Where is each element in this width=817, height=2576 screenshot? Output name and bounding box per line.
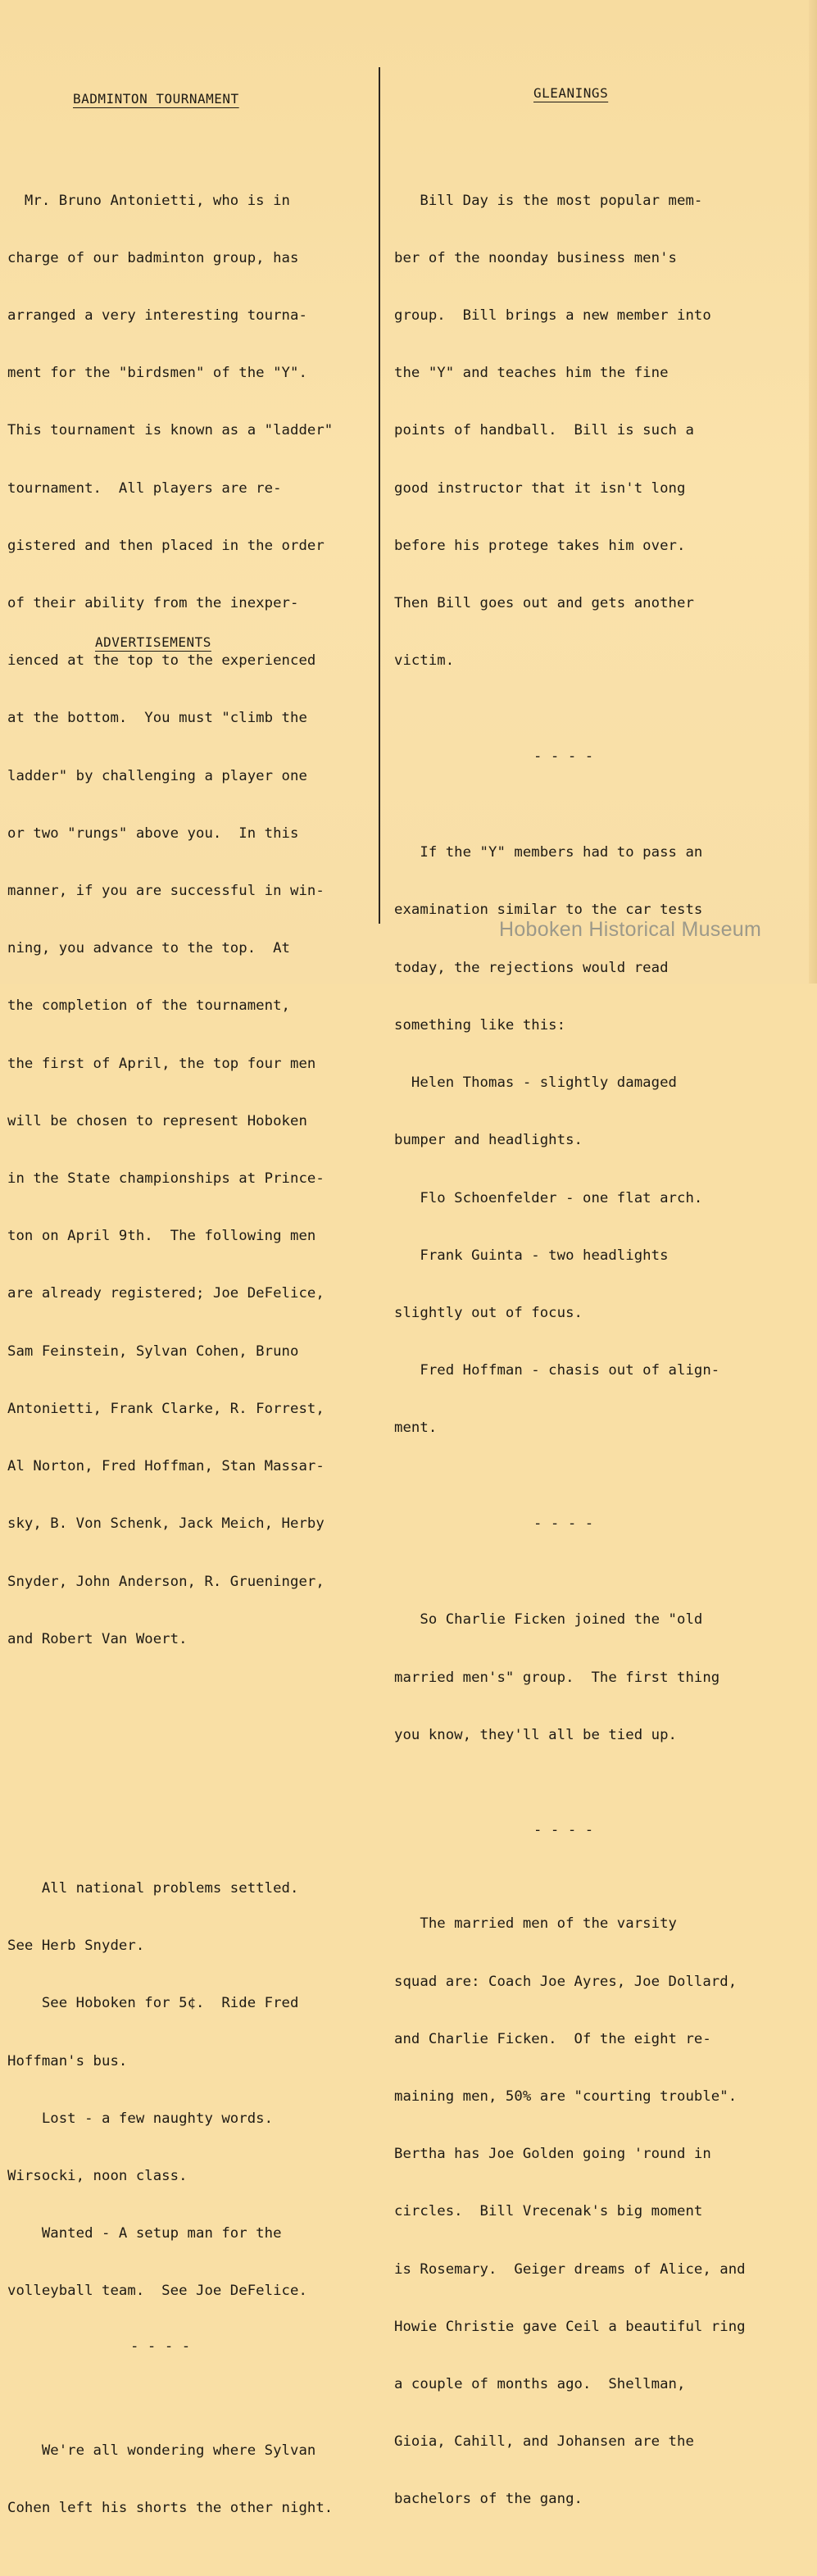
left-column <box>7 115 372 2576</box>
article-line: ber of the noonday business men's <box>394 249 677 266</box>
article-line: ienced at the top to the experienced <box>7 652 316 670</box>
article-line: arranged a very interesting tourna- <box>7 307 307 325</box>
article-line: Bertha has Joe Golden going 'round in <box>394 2146 711 2163</box>
article-line: tournament. All players are re- <box>7 479 282 497</box>
article-line: The married men of the varsity <box>394 1915 677 1933</box>
article-line: today, the rejections would read <box>394 959 669 976</box>
right-column <box>394 115 804 2567</box>
article-line: slightly out of focus. <box>394 1304 583 1321</box>
gleanings-para-2 <box>394 805 804 1476</box>
article-line: good instructor that it isn't long <box>394 479 686 497</box>
museum-watermark: Hoboken Historical Museum <box>499 918 762 941</box>
article-line: ladder" by challenging a player one <box>7 767 307 784</box>
article-line: So Charlie Ficken joined the "old <box>394 1611 703 1629</box>
article-line: Mr. Bruno Antonietti, who is in <box>7 192 290 209</box>
section-separator: - - - - <box>130 2337 191 2355</box>
article-line: ment for the "birdsmen" of the "Y". <box>7 365 307 382</box>
article-line: the "Y" and teaches him the fine <box>394 365 669 382</box>
article-line: and Charlie Ficken. Of the eight re- <box>394 2030 711 2047</box>
article-line: Antonietti, Frank Clarke, R. Forrest, <box>7 1400 325 1417</box>
paper-edge <box>809 0 817 984</box>
article-line: of their ability from the inexper- <box>7 595 299 612</box>
article-line: in the State championships at Prince- <box>7 1170 325 1188</box>
article-line: a couple of months ago. Shellman, <box>394 2376 686 2393</box>
article-line: points of handball. Bill is such a <box>394 422 694 439</box>
ads-article <box>7 1841 372 2556</box>
article-line: the completion of the tournament, <box>7 997 290 1015</box>
closing-line: Cohen left his shorts the other night. <box>7 2500 334 2517</box>
ad-line: Wanted - A setup man for the <box>7 2225 282 2242</box>
column-divider <box>379 67 380 924</box>
gleanings-heading: GLEANINGS <box>533 85 609 101</box>
article-line: circles. Bill Vrecenak's big moment <box>394 2203 703 2220</box>
article-line: ton on April 9th. The following men <box>7 1228 316 1245</box>
article-line: Al Norton, Fred Hoffman, Stan Massar- <box>7 1458 325 1475</box>
article-line: Flo Schoenfelder - one flat arch. <box>394 1189 703 1206</box>
ad-line: Wirsocki, noon class. <box>7 2167 188 2184</box>
article-line: Then Bill goes out and gets another <box>394 595 694 612</box>
article-line: married men's" group. The first thing <box>394 1669 720 1686</box>
article-line: and Robert Van Woert. <box>7 1630 188 1647</box>
article-line: This tournament is known as a "ladder" <box>7 422 334 439</box>
article-line: or two "rungs" above you. In this <box>7 825 299 842</box>
article-line: Howie Christie gave Ceil a beautiful ring <box>394 2318 746 2335</box>
article-line: at the bottom. You must "climb the <box>7 710 307 727</box>
article-line: before his protege takes him over. <box>394 537 686 554</box>
article-line: Bill Day is the most popular mem- <box>394 192 703 209</box>
article-line: Fred Hoffman - chasis out of align- <box>394 1362 720 1379</box>
ad-line: Lost - a few naughty words. <box>7 2110 274 2127</box>
gleanings-para-3 <box>394 1573 804 1783</box>
article-line: Frank Guinta - two headlights <box>394 1247 669 1264</box>
article-line: examination similar to the car tests <box>394 902 703 919</box>
article-line: the first of April, the top four men <box>7 1055 316 1072</box>
article-line: ment. <box>394 1420 438 1437</box>
article-line: is Rosemary. Geiger dreams of Alice, and <box>394 2260 746 2278</box>
article-line: manner, if you are successful in win- <box>7 883 325 900</box>
article-line: victim. <box>394 652 455 670</box>
article-line: Snyder, John Anderson, R. Grueninger, <box>7 1573 325 1590</box>
article-line: you know, they'll all be tied up. <box>394 1726 677 1743</box>
closing-line: We're all wondering where Sylvan <box>7 2442 316 2460</box>
tournament-article <box>7 153 372 1688</box>
ad-line: volleyball team. See Joe DeFelice. <box>7 2283 307 2300</box>
article-line: Gioia, Cahill, and Johansen are the <box>394 2433 694 2451</box>
section-separator: - - - - <box>533 1821 594 1838</box>
badminton-heading: BADMINTON TOURNAMENT <box>73 91 239 107</box>
gleanings-para-1 <box>394 153 804 710</box>
article-line: gistered and then placed in the order <box>7 537 325 554</box>
article-line: group. Bill brings a new member into <box>394 307 711 325</box>
article-line: Helen Thomas - slightly damaged <box>394 1074 677 1092</box>
section-separator: - - - - <box>533 748 594 766</box>
article-line: ning, you advance to the top. At <box>7 940 290 957</box>
article-line: maining men, 50% are "courting trouble". <box>394 2088 738 2105</box>
article-line: bumper and headlights. <box>394 1132 583 1149</box>
advertisements-heading: ADVERTISEMENTS <box>95 634 211 650</box>
ad-line: See Hoboken for 5¢. Ride Fred <box>7 1995 299 2012</box>
article-line: are already registered; Joe DeFelice, <box>7 1285 325 1302</box>
ad-line: All national problems settled. <box>7 1879 299 1897</box>
gleanings-para-4 <box>394 1877 804 2548</box>
article-line: sky, B. Von Schenk, Jack Meich, Herby <box>7 1515 325 1533</box>
article-line: squad are: Coach Joe Ayres, Joe Dollard, <box>394 1973 738 1990</box>
article-line: bachelors of the gang. <box>394 2491 583 2508</box>
article-line: If the "Y" members had to pass an <box>394 844 703 861</box>
article-line: will be chosen to represent Hoboken <box>7 1112 307 1129</box>
article-line: something like this: <box>394 1016 566 1034</box>
section-separator: - - - - <box>533 1515 594 1533</box>
article-line: charge of our badminton group, has <box>7 249 299 266</box>
ad-line: See Herb Snyder. <box>7 1938 145 1955</box>
ad-line: Hoffman's bus. <box>7 2052 128 2069</box>
article-line: Sam Feinstein, Sylvan Cohen, Bruno <box>7 1343 299 1360</box>
